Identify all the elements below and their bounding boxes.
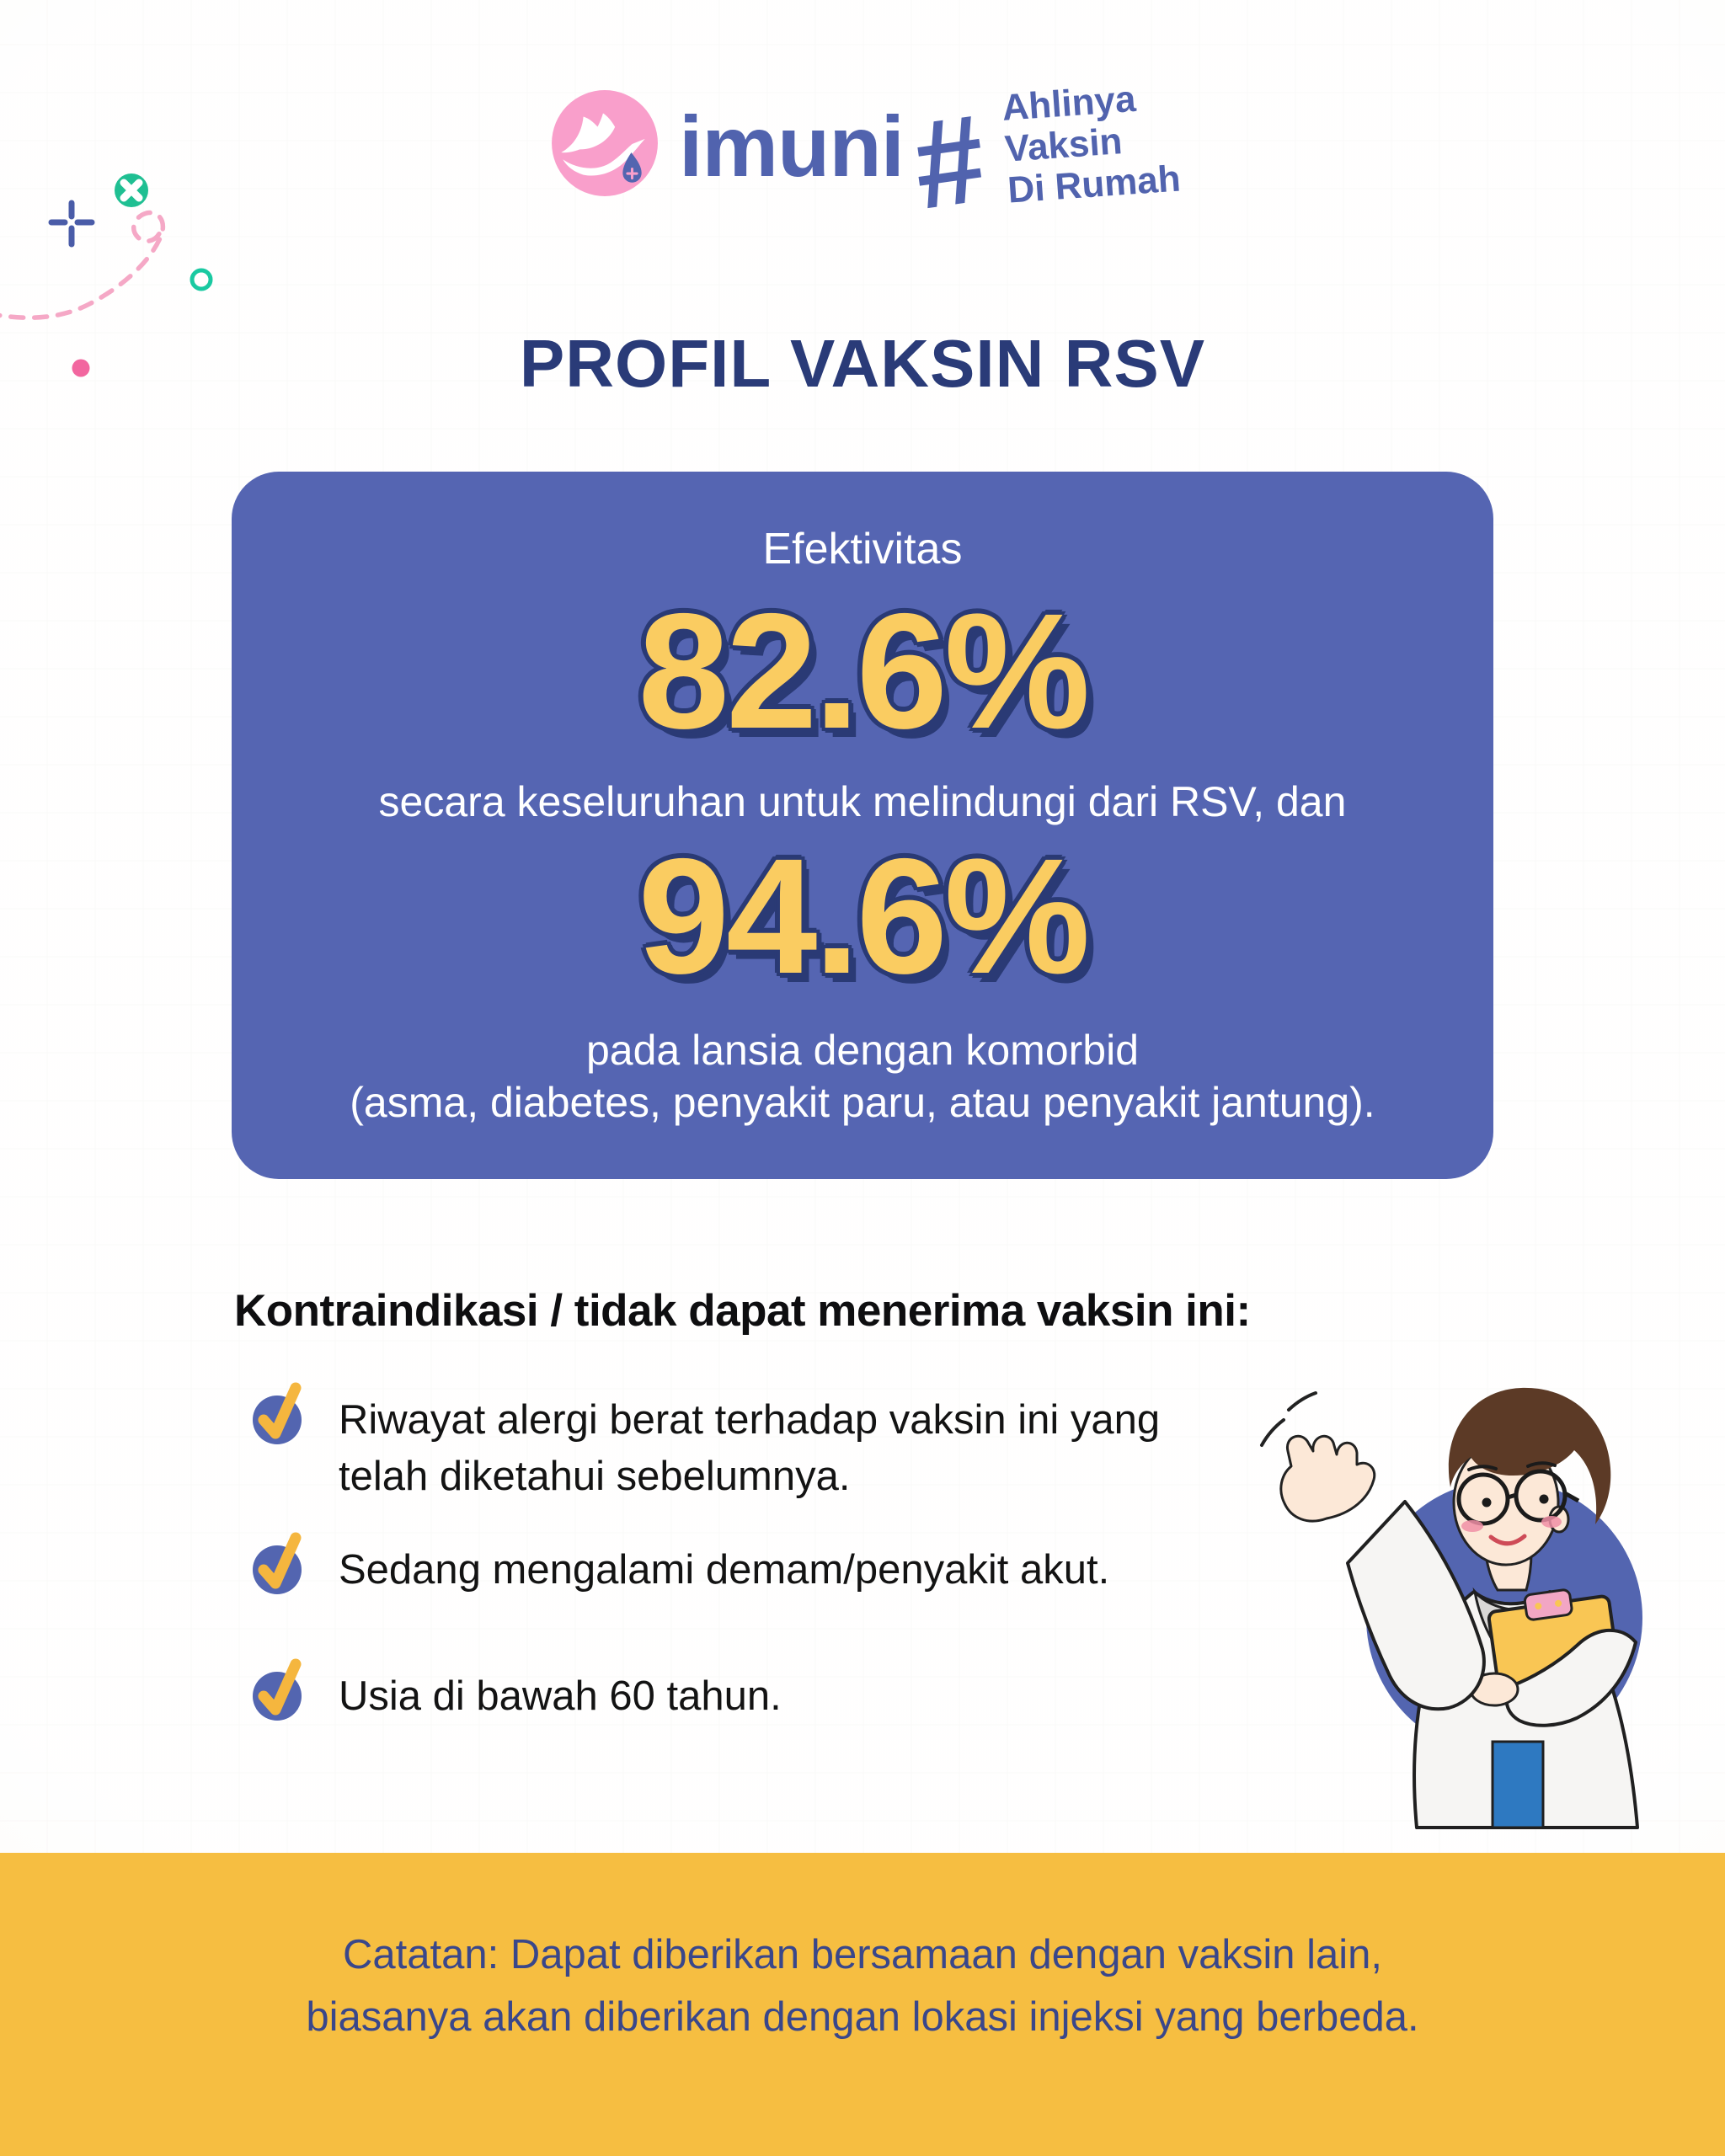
list-item <box>251 1656 782 1725</box>
list-item-line: telah diketahui sebelumnya. <box>339 1454 851 1499</box>
stork-drop-logo-icon <box>549 88 660 199</box>
list-item-text <box>339 1656 782 1725</box>
stat-caption-overall: secara keseluruhan untuk melindungi dari RSV, dan <box>378 777 1347 825</box>
contraindications-heading: Kontraindikasi / tidak dapat menerima vaksin ini: <box>234 1286 1251 1336</box>
caption-line: pada lansia dengan komorbid <box>585 1026 1139 1074</box>
note-line: Catatan: Dapat diberikan bersamaan dengan vaksin lain, <box>343 1932 1382 1977</box>
list-item-text <box>339 1529 1109 1598</box>
list-item-line: Sedang mengalami demam/penyakit akut. <box>339 1547 1110 1593</box>
check-icon <box>251 1656 307 1723</box>
crosshair-icon <box>51 203 92 244</box>
stat-value-comorbid: 94.6% <box>638 824 1087 1008</box>
stat-caption-comorbid <box>350 1024 1375 1129</box>
effectiveness-card <box>232 472 1493 1179</box>
doctor-illustration <box>1221 1346 1725 1851</box>
list-item <box>251 1380 1160 1505</box>
note-line: biasanya akan diberikan dengan lokasi injeksi yang berbeda. <box>306 1994 1419 2040</box>
list-item <box>251 1529 1109 1598</box>
motion-lines <box>1262 1393 1316 1445</box>
brand-tagline <box>1001 76 1182 211</box>
card-heading: Efektivitas <box>762 525 963 574</box>
dashed-swirl <box>0 213 163 318</box>
note-band <box>0 1853 1725 2156</box>
check-icon <box>251 1380 307 1447</box>
tagline-line: Vaksin <box>1003 120 1124 170</box>
x-badge-icon <box>115 173 148 207</box>
hashtag-icon: # <box>905 88 994 236</box>
caption-line: (asma, diabetes, penyakit paru, atau penyakit jantung). <box>350 1078 1375 1126</box>
ring-icon <box>192 270 211 289</box>
tagline-line: Ahlinya <box>1001 77 1137 129</box>
stat-value-overall: 82.6% <box>638 579 1087 763</box>
brand-wordmark: imuni <box>679 99 904 195</box>
tagline-line: Di Rumah <box>1006 157 1183 211</box>
list-item-line: Riwayat alergi berat terhadap vaksin ini yang <box>339 1397 1161 1443</box>
page-title: PROFIL VAKSIN RSV <box>519 326 1206 401</box>
list-item-text <box>339 1380 1160 1505</box>
check-icon <box>251 1529 307 1597</box>
list-item-line: Usia di bawah 60 tahun. <box>339 1673 782 1719</box>
